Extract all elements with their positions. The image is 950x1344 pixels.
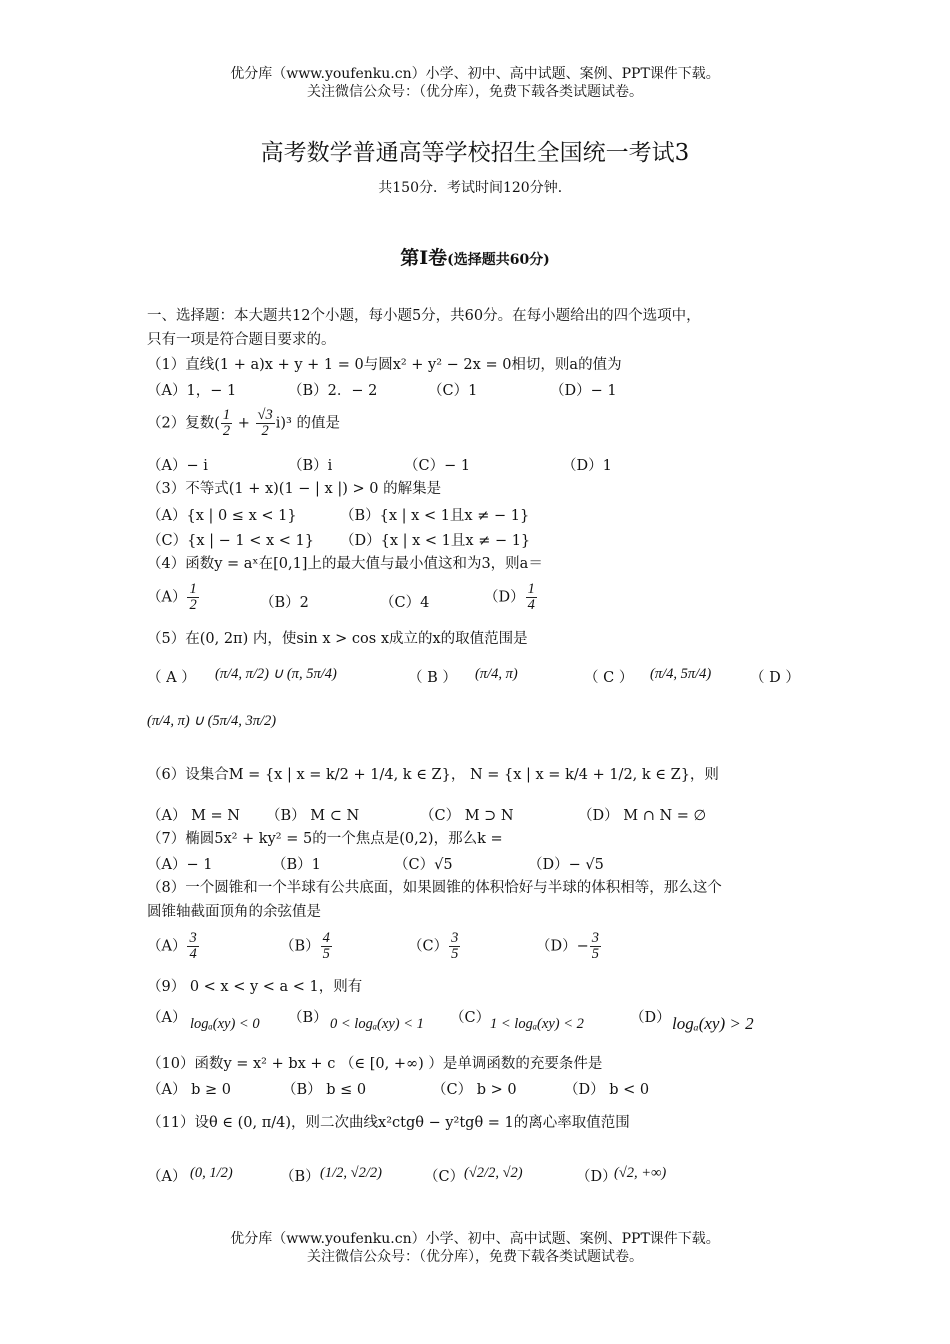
q6-option-c: （C） M ⊃ N	[420, 808, 514, 824]
q9-option-a-label: （A）	[147, 1010, 187, 1026]
q8-b-num: 4	[322, 930, 330, 946]
q11-option-d-value: (√2, +∞)	[614, 1165, 667, 1181]
q3-option-a: （A）{x | 0 ≤ x < 1}	[147, 508, 297, 524]
q4-option-d	[484, 582, 538, 613]
q2-stem-pre: （2）复数(	[147, 415, 220, 432]
q4-option-c: （C）4	[380, 595, 430, 611]
q3-stem: （3）不等式(1 + x)(1 − | x |) > 0 的解集是	[147, 481, 442, 497]
header-line-2: 关注微信公众号：（优分库），免费下载各类试题试卷。	[307, 84, 643, 100]
intro-line-2: 只有一项是符合题目要求的。	[147, 332, 336, 348]
q11-option-b-label: （B）	[280, 1169, 320, 1185]
q1-option-c: （C）1	[428, 383, 478, 399]
volume-heading	[0, 243, 950, 270]
q5-option-b-value: (π/4, π)	[475, 666, 518, 682]
q2-f2-den: 2	[261, 423, 269, 439]
q4-option-b: （B）2	[260, 595, 309, 611]
q8-option-c	[408, 931, 461, 962]
q2-stem: （2）复数( $\frac{1}{2}$ + $\frac{√3}{2}$ i)³ 的值是	[147, 407, 340, 439]
q2-stem-post: i)³ 的值是	[275, 415, 340, 432]
q1-option-d: （D）− 1	[550, 383, 617, 399]
q8-b-fraction	[321, 931, 332, 962]
q11-option-d-label: （D）	[576, 1169, 617, 1185]
q1-option-a: （A）1，− 1	[147, 383, 237, 399]
q10-option-c: （C） b > 0	[432, 1082, 517, 1098]
q8-a-den: 4	[189, 946, 197, 962]
q9-option-c-value: 1 < logₐ(xy) < 2	[490, 1016, 584, 1032]
q7-option-d: （D）− √5	[528, 857, 604, 873]
footer-line-2: 关注微信公众号：（优分库），免费下载各类试题试卷。	[307, 1249, 643, 1265]
q10-stem: （10）函数y = x² + bx + c （∈ [0, +∞) ）是单调函数的充要条件是	[147, 1056, 603, 1072]
q5-option-a-label: （ A ）	[147, 670, 196, 686]
header-line-1: 优分库（www.youfenku.cn）小学、初中、高中试题、案例、PPT课件下载。	[230, 66, 720, 82]
q8-c-label: （C）	[408, 938, 449, 955]
volume-main: 第Ⅰ卷	[400, 247, 448, 269]
q5-option-c-label: （ C ）	[584, 670, 634, 686]
q11-option-a-value: (0, 1/2)	[190, 1165, 233, 1181]
q8-a-fraction	[187, 931, 198, 962]
q4-a-num: 1	[189, 581, 197, 597]
q2-f1-den: 2	[222, 423, 231, 439]
q1-option-b: （B）2．− 2	[288, 383, 378, 399]
q8-d-num: 3	[591, 930, 600, 946]
q8-b-label: （B）	[280, 938, 320, 955]
q8-c-num: 3	[451, 930, 459, 946]
q8-d-den: 5	[591, 946, 600, 962]
q8-stem-line-1: （8）一个圆锥和一个半球有公共底面，如果圆锥的体积恰好与半球的体积相等，那么这个	[147, 880, 722, 896]
q4-d-den: 4	[527, 597, 535, 613]
q9-option-d-value: logₐ(xy) > 2	[672, 1014, 754, 1033]
q8-d-fraction	[590, 931, 601, 962]
intro-line-1: 一、选择题：本大题共12个小题，每小题5分，共60分。在每小题给出的四个选项中，	[147, 308, 701, 324]
q5-option-d-value: (π/4, π) ∪ (5π/4, 3π/2)	[147, 713, 277, 729]
q11-option-c-label: （C）	[424, 1169, 465, 1185]
footer-line-1: 优分库（www.youfenku.cn）小学、初中、高中试题、案例、PPT课件下载。	[230, 1231, 720, 1247]
q4-d-num: 1	[527, 581, 535, 597]
q8-a-num: 3	[189, 930, 197, 946]
q11-option-b-value: (1/2, √2/2)	[320, 1165, 382, 1181]
q10-option-d: （D） b < 0	[564, 1082, 650, 1098]
q1-stem: （1）直线(1 + a)x + y + 1 = 0与圆x² + y² − 2x = 0相切，则a的值为	[147, 357, 622, 373]
q10-option-a: （A） b ≥ 0	[147, 1082, 231, 1098]
q5-stem: （5）在(0, 2π) 内，使sin x > cos x成立的x的取值范围是	[147, 631, 528, 647]
q9-option-d-label: （D）	[630, 1010, 671, 1026]
q2-option-a: （A）− i	[147, 458, 208, 474]
q5-option-d-label: （ D ）	[750, 670, 800, 686]
q3-option-c: （C）{x | − 1 < x < 1}	[147, 533, 314, 549]
page-title: 高考数学普通高等学校招生全国统一考试3	[260, 140, 690, 166]
q5-option-c-value: (π/4, 5π/4)	[650, 666, 712, 682]
q7-option-a: （A）− 1	[147, 857, 213, 873]
q8-stem-line-2: 圆锥轴截面顶角的余弦值是	[147, 904, 321, 920]
q9-option-a-value: logₐ(xy) < 0	[190, 1016, 260, 1032]
q4-stem: （4）函数y = aˣ在[0,1]上的最大值与最小值这和为3，则a＝	[147, 556, 543, 572]
q2-fraction-1	[221, 408, 232, 439]
q11-option-c-value: (√2/2, √2)	[464, 1165, 523, 1181]
q7-option-c: （C）√5	[394, 857, 453, 873]
q4-d-label: （D）	[484, 589, 525, 606]
q9-option-b-label: （B）	[288, 1010, 328, 1026]
q2-option-b: （B）i	[288, 458, 333, 474]
q5-option-b-label: （ B ）	[408, 670, 457, 686]
q9-stem: （9） 0 < x < y < a < 1，则有	[147, 979, 363, 995]
q8-option-a	[147, 931, 200, 962]
q6-option-d: （D） M ∩ N = ∅	[578, 808, 707, 824]
q9-option-b-value: 0 < logₐ(xy) < 1	[330, 1016, 424, 1032]
exam-subtitle: 共150分．考试时间120分钟．	[378, 180, 572, 196]
volume-note: (选择题共60分)	[447, 252, 550, 268]
q8-a-label: （A）	[147, 938, 187, 955]
q11-option-a-label: （A）	[147, 1169, 187, 1185]
q3-option-b: （B）{x | x < 1且x ≠ − 1}	[340, 508, 530, 524]
q2-fraction-2	[256, 408, 275, 439]
q2-f1-num: 1	[222, 407, 231, 423]
q8-b-den: 5	[322, 946, 330, 962]
q2-f2-num: √3	[257, 407, 273, 423]
q2-option-c: （C）− 1	[404, 458, 471, 474]
q8-option-d	[536, 931, 602, 962]
q11-stem: （11）设θ ∈ (0, π/4)，则二次曲线x²ctgθ − y²tgθ = 1的离心率取值范围	[147, 1115, 630, 1131]
q4-a-label: （A）	[147, 589, 187, 606]
q9-option-c-label: （C）	[450, 1010, 491, 1026]
q3-option-d: （D）{x | x < 1且x ≠ − 1}	[340, 533, 531, 549]
q8-d-label: （D）−	[536, 938, 589, 955]
q5-option-a-value: (π/4, π/2) ∪ (π, 5π/4)	[215, 666, 337, 682]
q8-c-fraction	[449, 931, 460, 962]
q8-option-b	[280, 931, 333, 962]
q4-d-fraction	[526, 582, 537, 613]
q2-option-d: （D）1	[562, 458, 612, 474]
q6-stem: （6）设集合M = {x | x = k/2 + 1/4, k ∈ Z}， N = {x | x = k/4 + 1/2, k ∈ Z}，则	[147, 767, 719, 783]
q4-a-fraction	[187, 582, 198, 613]
q10-option-b: （B） b ≤ 0	[282, 1082, 367, 1098]
q7-option-b: （B）1	[272, 857, 321, 873]
q4-a-den: 2	[189, 597, 197, 613]
q8-c-den: 5	[451, 946, 459, 962]
q4-option-a	[147, 582, 200, 613]
q6-option-a: （A） M = N	[147, 808, 240, 824]
q6-option-b: （B） M ⊂ N	[266, 808, 360, 824]
q7-stem: （7）椭圆5x² + ky² = 5的一个焦点是(0,2)，那么k =	[147, 831, 503, 847]
